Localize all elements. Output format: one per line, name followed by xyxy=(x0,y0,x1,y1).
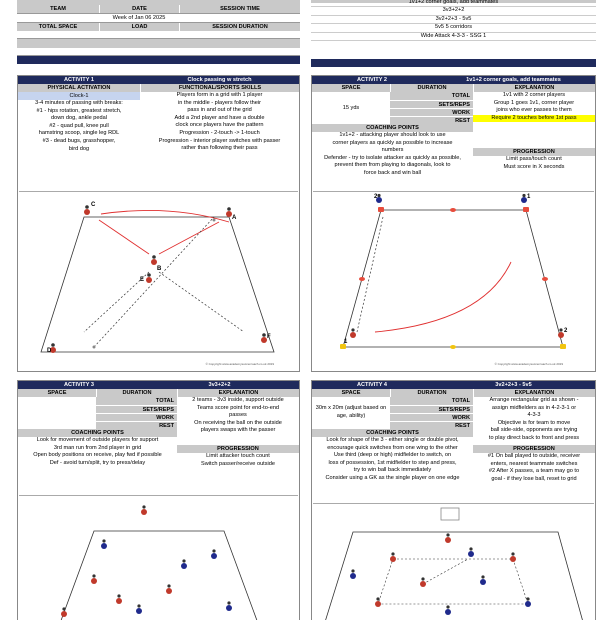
coaching-line: encourage quick switches from one wing to the other xyxy=(327,444,458,451)
session-time-value[interactable] xyxy=(179,14,300,22)
diagram-label: E xyxy=(140,277,145,283)
rest-label: REST xyxy=(390,421,473,429)
explanation-line: On receiving the ball on the outside xyxy=(194,419,282,426)
physical-line: #3 - dead bugs, grasshopper, xyxy=(42,137,116,144)
work-label: WORK xyxy=(390,108,473,116)
diagram-label: 2 xyxy=(564,328,568,334)
space-header: SPACE xyxy=(312,84,390,92)
functional-line: rather than following their pass xyxy=(181,145,258,152)
coaching-points-header: COACHING POINTS xyxy=(312,124,473,132)
physical-line: hamstring scoop, single leg RDL xyxy=(38,130,120,137)
date-value[interactable]: Week of Jan 06 2025 xyxy=(112,15,166,21)
activity-1-title: Clock passing w stretch xyxy=(187,77,252,83)
total-label: TOTAL xyxy=(390,397,473,405)
player-blue-1 xyxy=(521,194,531,203)
physical-line: down dog, ankle pedal xyxy=(51,115,107,122)
activity-4-diagram xyxy=(313,503,594,620)
activity-2-label: ACTIVITY 2 xyxy=(356,77,388,83)
explanation-line: Teams score point for end-to-end xyxy=(196,404,280,411)
diagram-label: 1 xyxy=(344,339,348,345)
explanation-line: joins who ever passes to them xyxy=(496,107,572,114)
diagram-label: 2 xyxy=(374,194,378,200)
duration-header: DURATION xyxy=(390,389,473,397)
explanation-line: Group 1 goes 1v1, corner player xyxy=(493,99,575,106)
clock-label: Clock-1 xyxy=(18,92,140,100)
progression-line: enters, nearest teammate switches xyxy=(490,460,578,467)
session-spacer-bar xyxy=(17,39,300,48)
coaching-line: try to win ball back immediately xyxy=(353,467,432,474)
activity-2-panel xyxy=(311,75,596,372)
functional-line: Progression - 2-touch -> 1-touch xyxy=(179,129,260,136)
functional-skills-header: FUNCTIONAL/SPORTS SKILLS xyxy=(140,84,299,92)
coaching-line: 3rd man run from 2nd player in grid xyxy=(53,444,142,451)
explanation-line: passes xyxy=(229,412,247,419)
coaching-line: Open body positions on receive, play fwd if possible xyxy=(33,452,162,459)
explanation-line: 1v1 with 2 corner players xyxy=(502,92,566,98)
diagram-label: D xyxy=(47,348,52,354)
diagram-label: A xyxy=(232,215,237,221)
activity-1-diagram xyxy=(19,191,298,369)
progression-line: goal - if they lose ball, reset to grid xyxy=(491,475,577,482)
physical-line: #2 - quad pull, knee pull xyxy=(49,122,109,129)
explanation-line: 4-3-3 xyxy=(527,412,541,419)
activity-4-panel xyxy=(311,380,596,620)
activity-1-label: ACTIVITY 1 xyxy=(63,77,95,83)
coaching-line: numbers xyxy=(381,147,404,154)
overview-item: Wide Attack 4-3-3 - SSG 1 xyxy=(311,32,596,40)
activity-2-diagram xyxy=(313,191,594,369)
activity-1-panel xyxy=(17,75,300,372)
progression-header: PROGRESSION xyxy=(473,148,595,156)
session-values-row[interactable] xyxy=(17,31,300,39)
space-value: 15 yds xyxy=(342,105,360,111)
sets-reps-label: SETS/REPS xyxy=(390,100,473,108)
explanation-line: players swaps with the passer xyxy=(200,427,276,434)
explanation-header: EXPLANATION xyxy=(177,389,299,397)
session-time-label: SESSION TIME xyxy=(179,5,300,13)
explanation-line: 2 teams - 3v3 inside, support outside xyxy=(192,397,284,403)
duration-header: DURATION xyxy=(96,389,177,397)
explanation-header: EXPLANATION xyxy=(473,84,595,92)
coaching-line: force back and win ball xyxy=(364,169,421,176)
progression-line: Must score in X seconds xyxy=(503,163,565,170)
progression-line: Limit pass/touch count xyxy=(506,156,562,162)
rest-label: REST xyxy=(96,421,177,429)
activity-2-title: 1v1+2 corner goals, add teammates xyxy=(466,77,561,83)
coaching-line: Look for shape of the 3 - either single or double pivot, xyxy=(326,437,459,443)
explanation-line: Objective is for team to move xyxy=(497,419,571,426)
progression-line: #2 After X passes, a team may go to xyxy=(488,468,580,475)
copyright-text: © Copyright www.academysoccercoach.co.uk 2019 xyxy=(494,362,563,366)
activity-4-label: ACTIVITY 4 xyxy=(356,382,388,388)
session-footer-bar xyxy=(17,56,300,64)
activity-3-diagram xyxy=(19,495,298,620)
activity-4-title: 3v2+2+3 - 5v5 xyxy=(495,382,532,388)
copyright-text: © Copyright www.academysoccercoach.co.uk 2019 xyxy=(205,362,274,366)
team-value[interactable] xyxy=(17,14,99,22)
total-space-label: TOTAL SPACE xyxy=(17,23,99,31)
coaching-line: Consider using a GK as the single player on one edge xyxy=(325,474,460,481)
overview-item: 3v2+2+3 - 5v5 xyxy=(311,15,596,23)
coaching-line: Def - avoid turn/split, try to press/delay xyxy=(49,459,146,466)
space-line: age, ability) xyxy=(336,412,366,419)
functional-line: pass in and out of the grid xyxy=(187,107,252,114)
functional-line: Progression - interior player switches with passer xyxy=(158,137,281,144)
space-header: SPACE xyxy=(18,389,96,397)
overview-item: 3v3+2+2 xyxy=(311,6,596,14)
physical-line: 3-4 minutes of passing with breaks: xyxy=(35,100,123,106)
overview-item: 5v5 5 corridors xyxy=(311,23,596,31)
coaching-points-header: COACHING POINTS xyxy=(18,429,177,437)
diagram-label: C xyxy=(91,202,96,208)
coaching-line: Use third (deep or high) midfielder to switch, on xyxy=(333,452,452,459)
explanation-line: Arrange rectangular grid as shown - xyxy=(489,397,579,403)
activity-3-panel xyxy=(17,380,300,620)
explanation-line: to play direct back to front and press xyxy=(488,434,580,441)
functional-line: clock once players have the pattern xyxy=(175,122,264,129)
diagram-label: 1 xyxy=(527,194,531,200)
physical-line: bird dog xyxy=(68,145,90,152)
team-label: TEAM xyxy=(17,5,99,13)
activity-3-label: ACTIVITY 3 xyxy=(63,382,95,388)
coaching-line: 1v1+2 - attacking player should look to use xyxy=(339,132,446,138)
explanation-header: EXPLANATION xyxy=(473,389,595,397)
work-label: WORK xyxy=(96,413,177,421)
load-label: LOAD xyxy=(99,23,179,31)
work-label: WORK xyxy=(390,413,473,421)
overview-item: 1v1+2 corner goals, add teammates xyxy=(408,0,499,5)
total-label: TOTAL xyxy=(390,92,473,100)
player-a xyxy=(226,207,237,221)
progression-line: #1 On ball played to outside, receiver xyxy=(487,453,581,459)
activity-overview xyxy=(311,0,596,67)
session-notes-row[interactable] xyxy=(17,48,300,56)
player-b xyxy=(151,255,162,272)
coaching-line: Look for movement of outside players for support xyxy=(36,437,159,443)
physical-line: #1 - hips rotation, greatest stretch, xyxy=(36,107,122,114)
activity-3-title: 3v3+2+2 xyxy=(208,382,231,388)
explanation-highlight: Require 2 touches before 1st pass xyxy=(473,115,595,123)
session-header xyxy=(17,0,300,67)
coaching-points-header: COACHING POINTS xyxy=(312,429,473,437)
player-red-2 xyxy=(558,328,568,338)
functional-line: Add a 2nd player and have a double xyxy=(174,114,265,121)
diagram-label: B xyxy=(157,266,162,272)
session-duration-label: SESSION DURATION xyxy=(179,23,300,31)
coaching-line: prevent them from playing to diagonals, look to xyxy=(334,162,451,169)
space-line: 30m x 20m (adjust based on xyxy=(315,405,387,411)
functional-line: Players form in a grid with 1 player xyxy=(176,92,263,98)
coaching-line: loss of possession, 1st midfielder to step and press, xyxy=(328,459,457,466)
overview-footer-bar xyxy=(311,59,596,67)
physical-activation-header: PHYSICAL ACTIVATION xyxy=(18,84,140,92)
total-label: TOTAL xyxy=(96,397,177,405)
coaching-line: Defender - try to isolate attacker as quickly as possible, xyxy=(324,154,461,161)
sets-reps-label: SETS/REPS xyxy=(390,405,473,413)
explanation-line: assign midfielders as in 4-2-3-1 or xyxy=(491,404,577,411)
explanation-line: ball side-side, opponents are trying xyxy=(490,427,578,434)
progression-header: PROGRESSION xyxy=(473,445,595,453)
progression-line: Switch passer/receive outside xyxy=(201,460,275,467)
progression-line: Limit attacker touch count xyxy=(206,453,270,459)
player-blue-2 xyxy=(374,194,382,203)
sets-reps-label: SETS/REPS xyxy=(96,405,177,413)
duration-header: DURATION xyxy=(390,84,473,92)
date-label: DATE xyxy=(99,5,179,13)
player-d xyxy=(47,343,56,354)
player-c xyxy=(84,202,96,215)
coaching-line: corner players as quickly as possible to increase xyxy=(332,139,453,146)
progression-header: PROGRESSION xyxy=(177,445,299,453)
rest-label: REST xyxy=(390,116,473,124)
space-header: SPACE xyxy=(312,389,390,397)
player-f xyxy=(261,333,271,343)
functional-line: in the middle - players follow their xyxy=(177,99,261,106)
diagram-label: F xyxy=(267,334,271,340)
space-value[interactable] xyxy=(18,397,96,429)
